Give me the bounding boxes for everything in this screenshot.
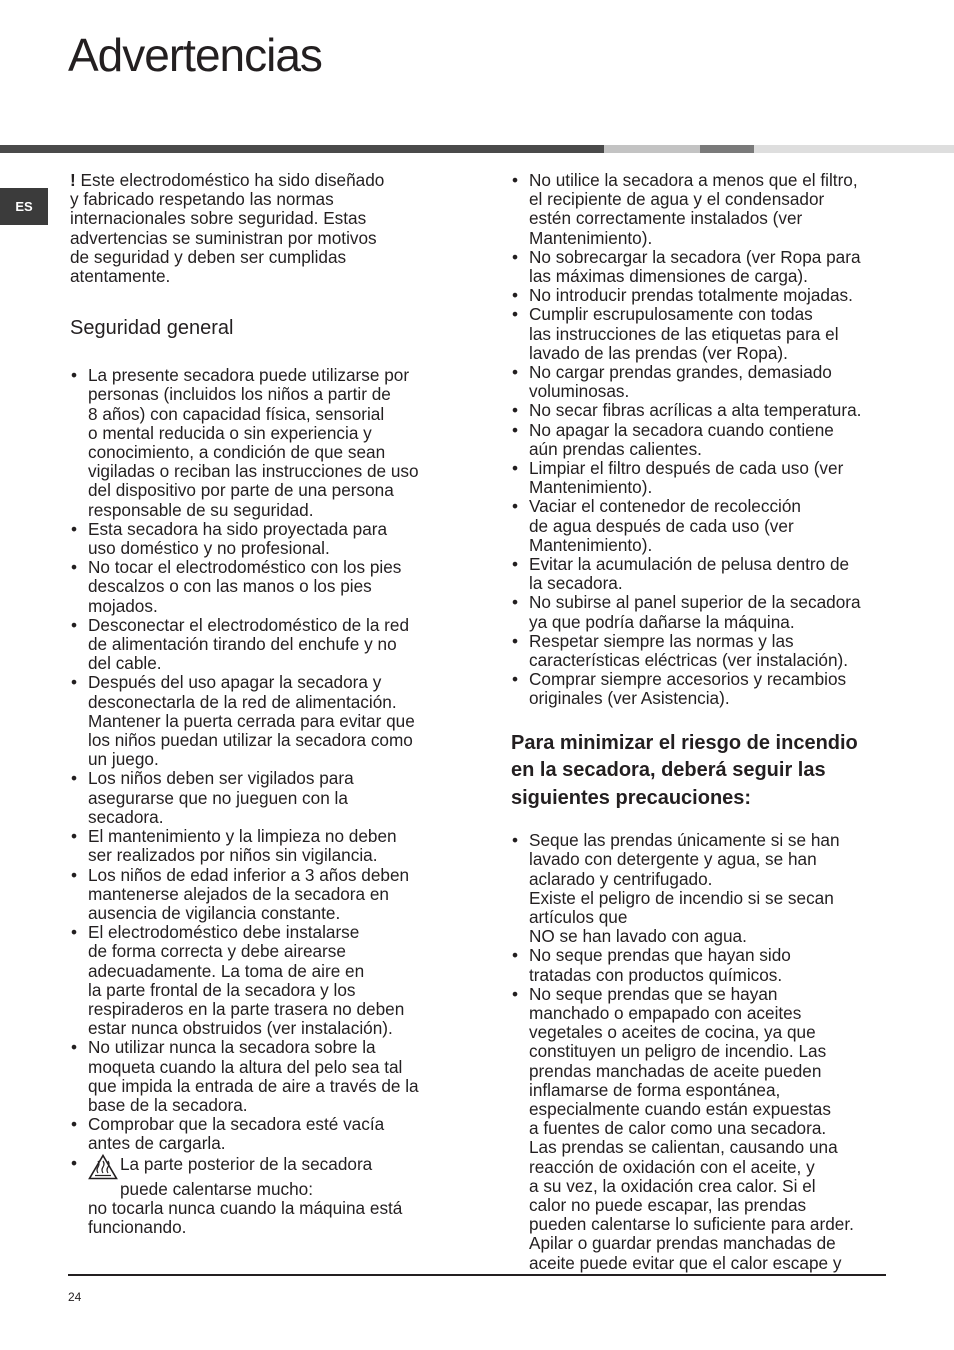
text-line: calor no puede escapar, las prendas (529, 1195, 807, 1216)
text-line: • Los niños deben ser vigilados para (88, 768, 354, 789)
general-safety-item (70, 827, 450, 865)
text-line: vigiladas o reciban las instrucciones de uso (88, 461, 419, 482)
text-line: que impida la entrada de aire a través de la (88, 1075, 419, 1096)
text-line: personas (incluidos los niños a partir de (88, 384, 391, 405)
text-line: Apilar o guardar prendas manchadas de (529, 1233, 836, 1254)
text-line: los niños puedan utilizar la secadora como (88, 730, 413, 751)
text-line: puede calentarse mucho: (120, 1178, 314, 1199)
text-line: moqueta cuando la altura del pelo sea tal (88, 1056, 403, 1077)
text-line: de agua después de cada uso (ver (529, 515, 794, 536)
general-safety-item (70, 923, 450, 1038)
text-line: características eléctricas (ver instalación). (529, 650, 849, 671)
text-line: estar nunca obstruidos (ver instalación). (88, 1018, 393, 1039)
footer-rule (68, 1274, 886, 1276)
intro-line: atentamente. (70, 266, 171, 287)
general-safety-item (70, 520, 450, 558)
hot-surface-item (70, 1154, 450, 1238)
general-safety-item (70, 558, 450, 616)
text-line: • No seque prendas que se hayan (529, 983, 778, 1004)
text-line: las instrucciones de las etiquetas para el (529, 323, 839, 344)
usage-item (511, 459, 891, 497)
page-number: 24 (68, 1290, 82, 1304)
text-line: siguientes precauciones: (511, 786, 752, 809)
text-line: Existe el peligro de incendio si se secan (529, 887, 834, 908)
text-line: aceite puede evitar que el calor escape y (529, 1252, 842, 1273)
general-safety-item (70, 366, 450, 520)
usage-item (511, 305, 891, 363)
text-line: asegurarse que no jueguen con la (88, 787, 348, 808)
text-line: • Esta secadora ha sido proyectada para (88, 518, 388, 539)
text-line: no tocarla nunca cuando la máquina está (88, 1197, 403, 1218)
text-line: ausencia de vigilancia constante. (88, 902, 341, 923)
usage-item (511, 497, 891, 555)
text-line: mojados. (88, 595, 158, 616)
text-line: mantenerse alejados de la secadora en (88, 883, 389, 904)
fire-precaution-item (511, 946, 891, 984)
text-line: • No secar fibras acrílicas a alta temperatura. (529, 400, 862, 421)
text-line: • No utilice la secadora a menos que el filtro, (529, 170, 858, 190)
text-line: Mantenimiento). (529, 477, 653, 498)
text-line: adecuadamente. La toma de aire en (88, 960, 365, 981)
text-line: • Después del uso apagar la secadora y (88, 672, 382, 693)
intro-line: y fabricado respetando las normas (70, 189, 334, 210)
text-line: NO se han lavado con agua. (529, 926, 747, 947)
text-line: descalzos o con las manos o los pies (88, 576, 372, 597)
text-line: base de la secadora. (88, 1094, 248, 1115)
text-line: secadora. (88, 806, 164, 827)
text-line: prendas manchadas de aceite pueden (529, 1060, 822, 1081)
general-safety-item (70, 616, 450, 674)
text-line: desconectarla de la red de alimentación. (88, 691, 397, 712)
general-safety-item (70, 866, 450, 924)
text-line: • Los niños de edad inferior a 3 años deben (88, 864, 410, 885)
language-tab: ES (0, 188, 48, 225)
text-line: un juego. (88, 749, 159, 770)
general-safety-item (70, 1115, 450, 1153)
intro-line: Este electrodoméstico ha sido diseñado (75, 170, 385, 190)
text-line: • No subirse al panel superior de la secadora (529, 592, 861, 613)
general-safety-item (70, 1038, 450, 1115)
text-line: originales (ver Asistencia). (529, 688, 730, 709)
general-safety-heading: Seguridad general (70, 317, 234, 340)
usage-list (511, 171, 891, 709)
text-line: 8 años) con capacidad física, sensorial (88, 403, 385, 424)
text-line: ser realizados por niños sin vigilancia. (88, 845, 378, 866)
usage-item (511, 286, 891, 305)
text-line: • No introducir prendas totalmente mojadas. (529, 285, 853, 306)
header-rule-dark (0, 145, 604, 153)
text-line: inflamarse de forma espontánea, (529, 1079, 781, 1100)
general-safety-list (70, 366, 450, 1237)
text-line: vegetales o aceites de cocina, ya que (529, 1022, 816, 1043)
text-line: aclarado y centrifugado. (529, 868, 713, 889)
text-line: en la secadora, deberá seguir las (511, 759, 826, 782)
text-line: Mantener la puerta cerrada para evitar que (88, 710, 415, 731)
text-line: • Limpiar el filtro después de cada uso (ver (529, 458, 844, 479)
intro-line: advertencias se suministran por motivos (70, 227, 377, 248)
usage-item (511, 401, 891, 420)
usage-item (511, 171, 891, 248)
general-safety-item (70, 673, 450, 769)
text-line: • No apagar la secadora cuando contiene (529, 419, 834, 440)
header-rule-light (754, 145, 954, 153)
fire-precautions-list (511, 831, 891, 1273)
text-line: uso doméstico y no profesional. (88, 538, 330, 559)
text-line: conocimiento, a condición de que sean (88, 442, 386, 463)
text-line: • Evitar la acumulación de pelusa dentro de (529, 554, 850, 575)
text-line: reacción de oxidación con el aceite, y (529, 1156, 815, 1177)
header-rule (0, 145, 954, 153)
text-line: • El mantenimiento y la limpieza no deben (88, 826, 397, 847)
usage-item (511, 363, 891, 401)
left-column (70, 171, 450, 1237)
text-line: • No utilizar nunca la secadora sobre la (88, 1037, 376, 1058)
page-title: Advertencias (68, 29, 322, 81)
usage-item (511, 555, 891, 593)
text-line: • El electrodoméstico debe instalarse (88, 922, 360, 943)
usage-item (511, 632, 891, 670)
text-line: voluminosas. (529, 381, 630, 402)
intro-line: internacionales sobre seguridad. Estas (70, 208, 367, 229)
warning-mark: ! (70, 170, 76, 190)
hot-surface-warning-icon (88, 1154, 118, 1180)
text-line: • Respetar siempre las normas y las (529, 630, 794, 651)
text-line: Para minimizar el riesgo de incendio (511, 731, 858, 754)
text-line: de alimentación tirando del enchufe y no (88, 634, 397, 655)
text-line: aún prendas calientes. (529, 438, 702, 459)
text-line: La parte posterior de la secadora (120, 1153, 373, 1174)
usage-item (511, 248, 891, 286)
header-rule-dark2 (700, 145, 754, 153)
text-line: las máximas dimensiones de carga). (529, 266, 808, 287)
text-line: • No tocar el electrodoméstico con los pies (88, 557, 402, 578)
text-line: la secadora. (529, 573, 623, 594)
fire-precaution-item (511, 985, 891, 1273)
text-line: constituyen un peligro de incendio. Las (529, 1041, 827, 1062)
text-line: o mental reducida o sin experiencia y (88, 422, 372, 443)
intro-paragraph (70, 171, 450, 286)
text-line: • Cumplir escrupulosamente con todas (529, 304, 813, 325)
text-line: pueden calentarse lo suficiente para arder. (529, 1214, 854, 1235)
text-line: • No seque prendas que hayan sido (529, 945, 791, 966)
text-line: estén correctamente instalados (ver (529, 208, 803, 229)
header-rule-mid (604, 145, 700, 153)
text-line: a su vez, la oxidación crea calor. Si el (529, 1175, 816, 1196)
text-line: el recipiente de agua y el condensador (529, 189, 825, 210)
text-line: • Desconectar el electrodoméstico de la red (88, 614, 409, 635)
text-line: antes de cargarla. (88, 1133, 226, 1154)
text-line: Mantenimiento). (529, 534, 653, 555)
fire-precaution-item (511, 831, 891, 946)
text-line: lavado con detergente y agua, se han (529, 849, 817, 870)
text-line: artículos que (529, 907, 628, 927)
text-line: manchado o empapado con aceites (529, 1003, 802, 1024)
intro-line: de seguridad y deben ser cumplidas (70, 246, 347, 267)
text-line: tratadas con productos químicos. (529, 964, 783, 985)
text-line: Mantenimiento). (529, 227, 653, 248)
text-line: • Comprobar que la secadora esté vacía (88, 1114, 385, 1135)
text-line: ya que podría dañarse la máquina. (529, 611, 795, 632)
text-line: del cable. (88, 653, 162, 674)
usage-item (511, 670, 891, 708)
general-safety-item (70, 769, 450, 827)
text-line: la parte frontal de la secadora y los (88, 979, 356, 1000)
usage-item (511, 593, 891, 631)
text-line: • La presente secadora puede utilizarse por (88, 365, 410, 386)
text-line: respiraderos en la parte trasera no deben (88, 998, 405, 1019)
right-column (511, 171, 891, 1273)
text-line: funcionando. (88, 1216, 187, 1237)
text-line: • Comprar siempre accesorios y recambios (529, 669, 847, 690)
text-line: del dispositivo por parte de una persona (88, 480, 394, 501)
text-line: • Seque las prendas únicamente si se han (529, 830, 840, 851)
text-line: • Vaciar el contenedor de recolección (529, 496, 801, 517)
text-line: Las prendas se calientan, causando una (529, 1137, 838, 1158)
text-line: a fuentes de calor como una secadora. (529, 1118, 827, 1139)
text-line: • No cargar prendas grandes, demasiado (529, 362, 832, 383)
fire-risk-heading (511, 730, 891, 813)
text-line: especialmente cuando están expuestas (529, 1099, 831, 1120)
text-line: lavado de las prendas (ver Ropa). (529, 342, 788, 363)
usage-item (511, 421, 891, 459)
text-line: de forma correcta y debe airearse (88, 941, 346, 962)
text-line: responsable de su seguridad. (88, 499, 314, 520)
text-line: • No sobrecargar la secadora (ver Ropa para (529, 246, 861, 267)
